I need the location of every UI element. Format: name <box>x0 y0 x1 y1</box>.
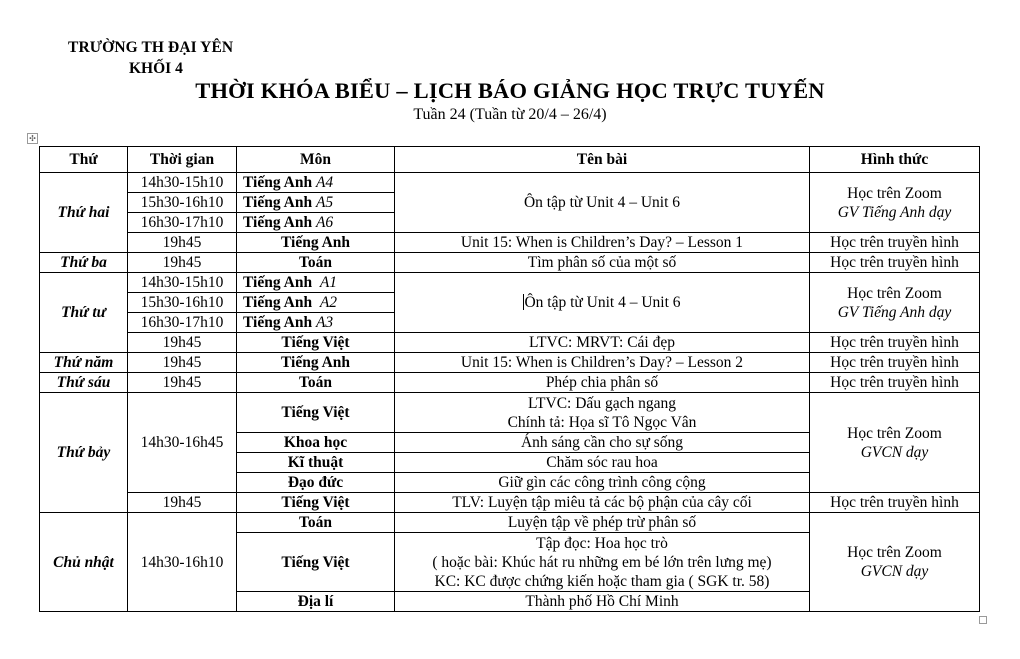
subject-cell: Khoa học <box>237 433 395 453</box>
mode-cell <box>810 513 980 612</box>
time-cell: 19h45 <box>128 253 237 273</box>
mode-text: Học trên Zoom <box>847 424 942 442</box>
class-code: A2 <box>319 294 338 311</box>
time-cell: 15h30-16h10 <box>128 293 237 313</box>
time-cell: 19h45 <box>128 333 237 353</box>
lesson-cell: Luyện tập về phép trừ phân số <box>395 513 810 533</box>
mode-cell: Học trên truyền hình <box>810 333 980 353</box>
subject-cell: Tiếng Anh <box>237 233 395 253</box>
mode-cell: Học trên truyền hình <box>810 353 980 373</box>
lesson-cell: Phép chia phân số <box>395 373 810 393</box>
class-code: A4 <box>315 174 334 191</box>
mode-cell: Học trên truyền hình <box>810 233 980 253</box>
lesson-cell: LTVC: MRVT: Cái đẹp <box>395 333 810 353</box>
subject-name: Tiếng Anh <box>243 274 313 291</box>
lesson-cell: Unit 15: When is Children’s Day? – Lesson 1 <box>395 233 810 253</box>
table-row <box>40 373 980 393</box>
lesson-line: Chính tả: Họa sĩ Tô Ngọc Vân <box>507 413 697 431</box>
subject-name: Tiếng Anh <box>243 214 313 231</box>
subject-cell <box>237 293 395 313</box>
table-row <box>40 173 980 193</box>
day-cell: Chủ nhật <box>40 513 128 612</box>
subject-cell: Địa lí <box>237 592 395 612</box>
subject-cell <box>237 173 395 193</box>
lesson-cell: Thành phố Hồ Chí Minh <box>395 592 810 612</box>
week-subtitle: Tuần 24 (Tuần từ 20/4 – 26/4) <box>413 106 607 123</box>
day-cell: Thứ sáu <box>40 373 128 393</box>
table-resize-handle[interactable] <box>979 616 987 624</box>
table-row <box>40 513 980 533</box>
mode-note: GV Tiếng Anh dạy <box>837 203 952 221</box>
subject-cell <box>237 273 395 293</box>
mode-text: Học trên Zoom <box>847 184 942 202</box>
day-cell: Thứ hai <box>40 173 128 253</box>
lesson-cell <box>395 273 810 333</box>
lesson-line: Tập đọc: Hoa học trò <box>536 534 668 552</box>
column-header-mode: Hình thức <box>810 147 980 173</box>
day-cell: Thứ ba <box>40 253 128 273</box>
day-cell: Thứ tư <box>40 273 128 353</box>
class-code: A3 <box>315 314 334 331</box>
grade-label: KHỐI 4 <box>129 60 183 77</box>
time-cell: 19h45 <box>128 373 237 393</box>
lesson-line: KC: KC được chứng kiến hoặc tham gia ( SGK tr. 58) <box>434 572 770 590</box>
class-code: A5 <box>315 194 334 211</box>
table-row <box>40 493 980 513</box>
mode-cell <box>810 393 980 493</box>
column-header-lesson: Tên bài <box>395 147 810 173</box>
subject-name: Tiếng Anh <box>243 294 313 311</box>
subject-cell: Đạo đức <box>237 473 395 493</box>
time-cell: 15h30-16h10 <box>128 193 237 213</box>
subject-cell: Tiếng Việt <box>237 493 395 513</box>
lesson-cell: Ôn tập từ Unit 4 – Unit 6 <box>395 173 810 233</box>
mode-cell <box>810 273 980 333</box>
lesson-text: Ôn tập từ Unit 4 – Unit 6 <box>524 294 681 311</box>
time-cell: 16h30-17h10 <box>128 213 237 233</box>
lesson-cell: Ánh sáng cần cho sự sống <box>395 433 810 453</box>
table-row <box>40 353 980 373</box>
subject-cell: Toán <box>237 373 395 393</box>
time-cell: 16h30-17h10 <box>128 313 237 333</box>
mode-note: GV Tiếng Anh dạy <box>837 303 952 321</box>
mode-note: GVCN dạy <box>860 563 929 580</box>
table-row <box>40 253 980 273</box>
mode-cell: Học trên truyền hình <box>810 493 980 513</box>
lesson-cell: Unit 15: When is Children’s Day? – Lesson 2 <box>395 353 810 373</box>
table-row <box>40 393 980 433</box>
time-cell: 19h45 <box>128 233 237 253</box>
subject-cell <box>237 313 395 333</box>
lesson-cell <box>395 533 810 592</box>
subject-cell <box>237 213 395 233</box>
table-row <box>40 333 980 353</box>
day-cell: Thứ bảy <box>40 393 128 513</box>
subject-cell: Tiếng Việt <box>237 333 395 353</box>
lesson-cell: Chăm sóc rau hoa <box>395 453 810 473</box>
column-header-time: Thời gian <box>128 147 237 173</box>
time-cell: 19h45 <box>128 493 237 513</box>
class-code: A6 <box>315 214 334 231</box>
subject-cell <box>237 193 395 213</box>
table-row <box>40 233 980 253</box>
subject-cell: Tiếng Việt <box>237 393 395 433</box>
lesson-line: LTVC: Dấu gạch ngang <box>528 394 676 412</box>
subject-cell: Kĩ thuật <box>237 453 395 473</box>
lesson-cell <box>395 393 810 433</box>
mode-note: GVCN dạy <box>860 443 929 461</box>
subject-name: Tiếng Anh <box>243 194 313 211</box>
table-header-row <box>40 147 980 173</box>
mode-text: Học trên Zoom <box>847 284 942 302</box>
column-header-day: Thứ <box>40 147 128 173</box>
lesson-cell: Tìm phân số của một số <box>395 253 810 273</box>
timetable <box>39 146 980 612</box>
lesson-cell: Giữ gìn các công trình công cộng <box>395 473 810 493</box>
school-name: TRƯỜNG TH ĐẠI YÊN <box>68 39 234 56</box>
table-move-handle-icon[interactable]: ✣ <box>27 133 38 144</box>
subject-cell: Toán <box>237 513 395 533</box>
mode-cell: Học trên truyền hình <box>810 373 980 393</box>
mode-cell: Học trên truyền hình <box>810 253 980 273</box>
lesson-line: ( hoặc bài: Khúc hát ru những em bé lớn trên lưng mẹ) <box>432 553 772 571</box>
mode-text: Học trên Zoom <box>847 544 942 561</box>
time-cell: 14h30-16h10 <box>128 513 237 612</box>
time-cell: 14h30-15h10 <box>128 273 237 293</box>
table-row <box>40 273 980 293</box>
day-cell: Thứ năm <box>40 353 128 373</box>
subject-name: Tiếng Anh <box>243 174 313 191</box>
column-header-subject: Môn <box>237 147 395 173</box>
time-cell: 14h30-16h45 <box>128 393 237 493</box>
mode-cell <box>810 173 980 233</box>
subject-cell: Toán <box>237 253 395 273</box>
page-title: THỜI KHÓA BIỂU – LỊCH BÁO GIẢNG HỌC TRỰC TUYẾN <box>195 78 825 103</box>
subject-name: Tiếng Anh <box>243 314 313 331</box>
time-cell: 19h45 <box>128 353 237 373</box>
subject-cell: Tiếng Anh <box>237 353 395 373</box>
time-cell: 14h30-15h10 <box>128 173 237 193</box>
class-code: A1 <box>319 274 338 291</box>
subject-cell: Tiếng Việt <box>237 533 395 592</box>
lesson-cell: TLV: Luyện tập miêu tả các bộ phận của cây cối <box>395 493 810 513</box>
